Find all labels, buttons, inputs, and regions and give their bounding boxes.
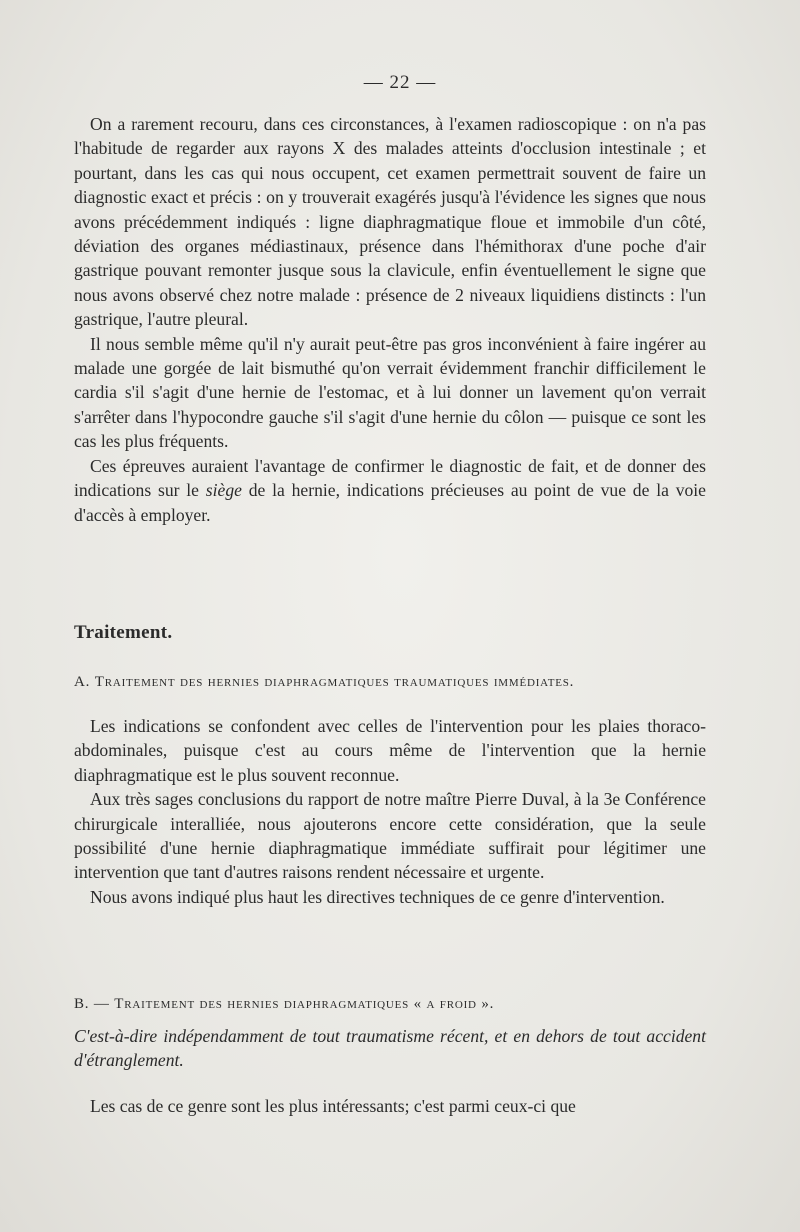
section-heading-treatment: Traitement. (74, 622, 173, 643)
subheading-prefix: A. (74, 674, 95, 690)
paragraph-text: Ces épreuves auraient l'avantage de confirmer le diagnostic de fait, et de donner des indications sur le (74, 455, 706, 501)
subheading-a (74, 674, 714, 691)
paragraph: On a rarement recouru, dans ces circonstances, à l'examen radioscopique : on n'a pas l'habitude de regarder aux rayons X des malades atteints d'occlusion intestinale ; et pourtant, dans les cas qui nous occupent, cet examen permettrait souvent de faire un diagnostic exact et précis : on y trouverait exagérés jusqu'à l'évidence les signes que nous avons précédemment indiqués : ligne diaphragmatique floue et immobile d'un côté, déviation des organes médiastinaux, présence dans l'hémithorax d'une poche d'air gastrique pouvant remonter jusque sous la clavicule, enfin éventuellement le signe que nous avons observé chez notre malade : présence de 2 niveaux liquidiens distincts : l'un gastrique, l'autre pleural. (74, 114, 706, 330)
paragraph: Les indications se confondent avec celles de l'intervention pour les plaies thoraco-abdominales, puisque c'est au cours même de l'intervention que la hernie diaphragmatique est le plus souvent reconnue. (74, 716, 706, 785)
text-block-diagnosis (74, 112, 706, 527)
page-number: — 22 — (363, 72, 437, 93)
italic-word: siège (205, 480, 242, 501)
paragraph (74, 454, 706, 527)
text-block-cold (74, 1094, 706, 1118)
paragraph: Il nous semble même qu'il n'y aurait peut-être pas gros inconvénient à faire ingérer au malade une gorgée de lait bismuthé qu'on verrait évidemment franchir difficilement le cardia s'il s'agit d'une hernie de l'estomac, et à lui donner un lavement qu'on verrait s'arrêter dans l'hypocondre gauche s'il s'agit d'une hernie du côlon — puisque ce sont les cas les plus fréquents. (74, 333, 706, 452)
paragraph: Aux très sages conclusions du rapport de notre maître Pierre Duval, à la 3e Conférence chirurgicale interalliée, nous ajouterons encore cette considération, que la seule possibilité d'une hernie diaphragmatique immédiate suffirait pour légitimer une intervention que tant d'autres raisons rendent nécessaire et urgente. (74, 789, 706, 883)
subheading-prefix: B. — (74, 996, 115, 1012)
text-block-immediate (74, 714, 706, 909)
subheading-b (74, 996, 714, 1013)
subheading-title: Traitement des hernies diaphragmatiques traumatiques immédiates. (94, 674, 575, 690)
subheading-note: C'est-à-dire indépendamment de tout traumatisme récent, et en dehors de tout accident d'étranglement. (74, 1026, 706, 1071)
paragraph-text: de la hernie, indications précieuses au point de vue de la voie d'accès à employer. (74, 480, 706, 525)
paragraph: Les cas de ce genre sont les plus intéressants; c'est parmi ceux-ci que (90, 1096, 576, 1116)
subheading-title: Traitement des hernies diaphragmatiques « a froid ». (114, 996, 495, 1012)
paragraph: Nous avons indiqué plus haut les directives techniques de ce genre d'intervention. (90, 886, 665, 907)
